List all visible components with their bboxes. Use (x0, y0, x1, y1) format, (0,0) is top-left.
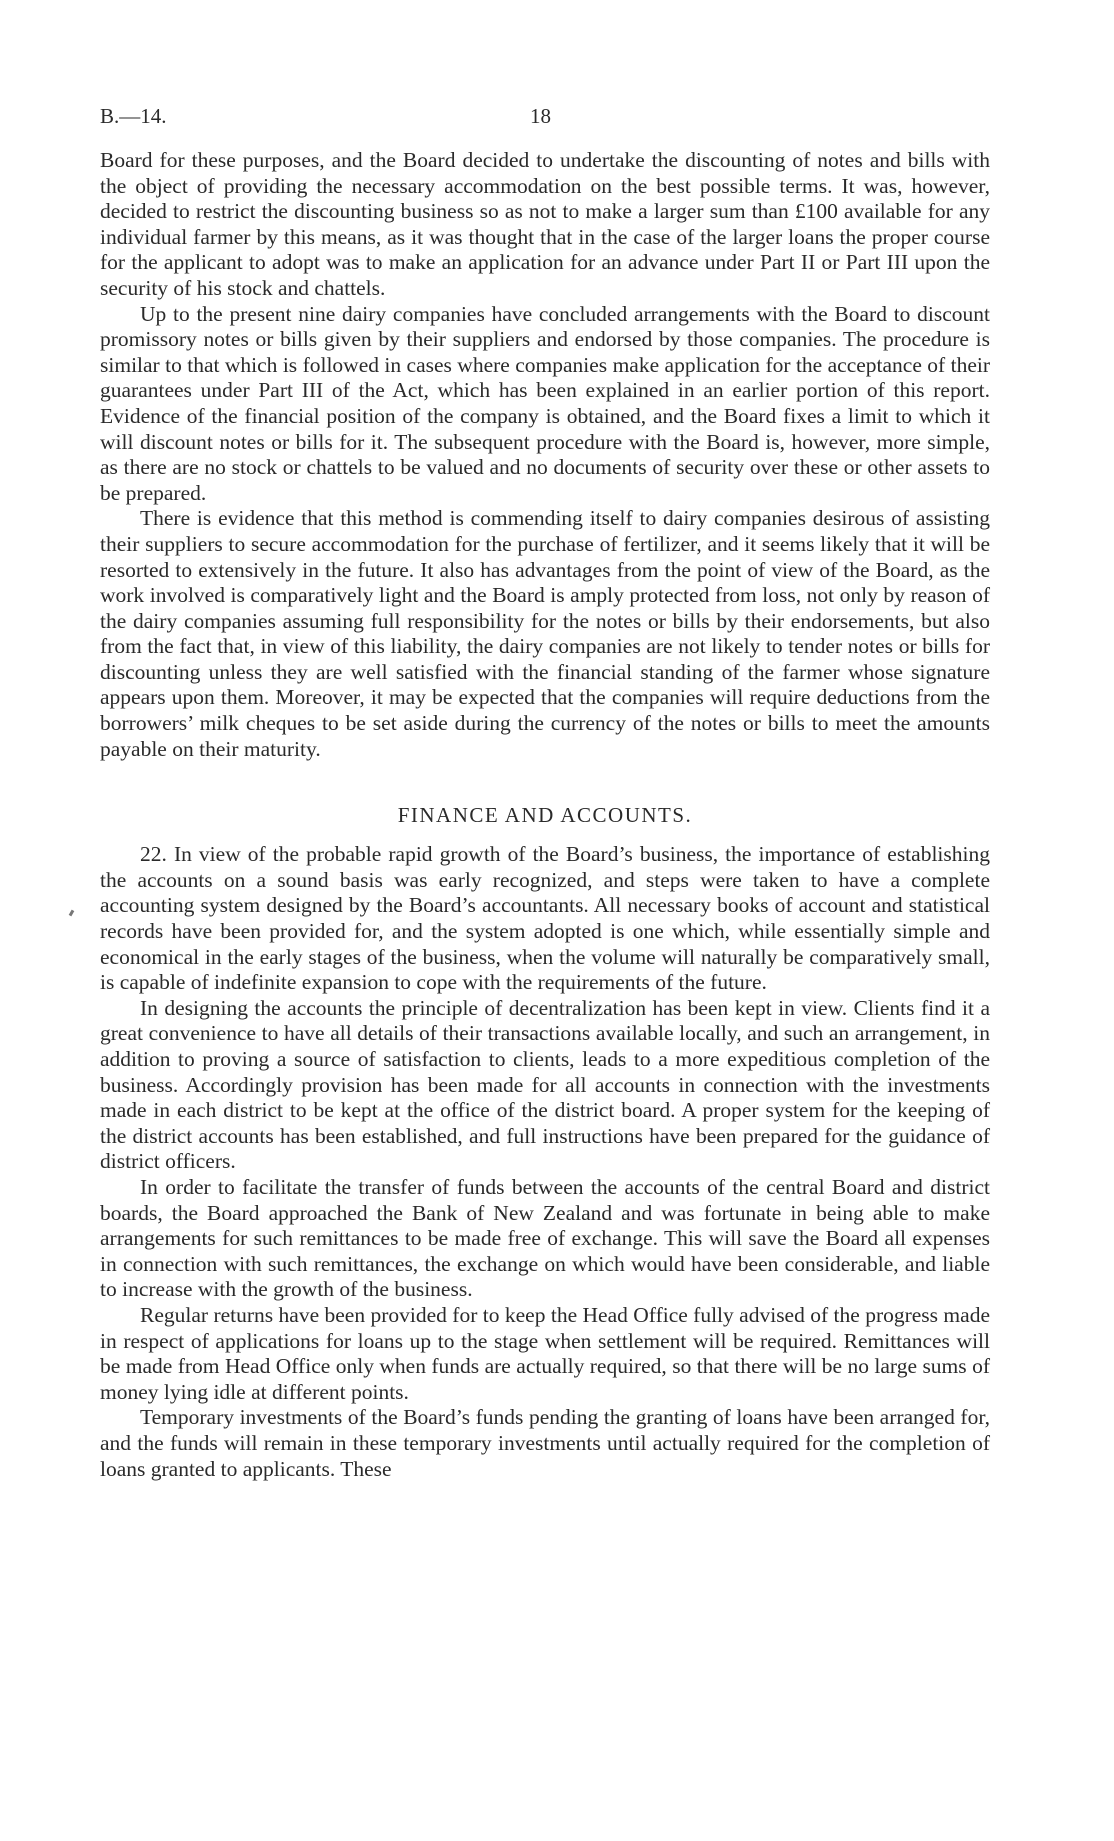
paragraph-temporary-investments: Temporary investments of the Board’s funds pending the granting of loans have been arranged for, and the funds will remain in these temporary investments until actually required for the completion of loans granted to applicants. These (100, 1405, 990, 1481)
section-heading: FINANCE AND ACCOUNTS. (397, 803, 693, 828)
paragraph-evidence: There is evidence that this method is commending itself to dairy companies desirous of assisting their suppliers to secure accommodation for the purchase of fertilizer, and it seems likely that it will be resorted to extensively in the future. It also has advantages from the point of view of the Board, as the work involved is comparatively light and the Board is amply protected from loss, not only by reason of the dairy companies assuming full responsibility for the notes or bills by their endorsements, but also from the fact that, in view of this liability, the dairy companies are not likely to tender notes or bills for discounting unless they are well satisfied with the financial standing of the farmer whose signature appears upon them. Moreover, it may be expected that the companies will require deductions from the borrowers’ milk cheques to be set aside during the currency of the notes or bills to meet the amounts payable on their maturity. (100, 506, 990, 761)
paragraph-regular-returns: Regular returns have been provided for to keep the Head Office fully advised of the progress made in respect of applications for loans up to the stage when settlement will be required. Remittances will be made from Head Office only when funds are actually required, so that there will be no large sums of money lying idle at different points. (100, 1302, 990, 1404)
running-header (100, 104, 990, 134)
stray-ink-mark (69, 910, 75, 917)
discounting-continuation (100, 148, 990, 762)
paragraph-decentralization: In designing the accounts the principle of decentralization has been kept in view. Clients find it a great convenience to have all details of their transactions available locally, and such an arrangement, in addition to proving a source of satisfaction to clients, leads to a more expeditious completion of the business. Accordingly provision has been made for all accounts in connection with the investments made in each district to be kept at the office of the district board. A proper system for the keeping of the district accounts has been established, and full instructions have been prepared for the guidance of district officers. (100, 995, 990, 1174)
document-reference: B.—14. (100, 104, 167, 128)
page-number: 18 (530, 104, 551, 128)
paragraph-transfer-of-funds: In order to facilitate the transfer of funds between the accounts of the central Board and district boards, the Board approached the Bank of New Zealand and was fortunate in being able to make arrangements for such remittances to be made free of exchange. This will save the Board all expenses in connection with such remittances, the exchange on which would have been considerable, and liable to increase with the growth of the business. (100, 1174, 990, 1302)
body-text (100, 148, 990, 1482)
paragraph-dairy-companies: Up to the present nine dairy companies have concluded arrangements with the Board to discount promissory notes or bills given by their suppliers and endorsed by those companies. The procedure is similar to that which is followed in cases where companies make application for the acceptance of their guarantees under Part III of the Act, which has been explained in an earlier portion of this report. Evidence of the financial position of the company is obtained, and the Board fixes a limit to which it will discount notes or bills for it. The subsequent procedure with the Board is, however, more simple, as there are no stock or chattels to be valued and no documents of security over these or other assets to be prepared. (100, 301, 990, 505)
finance-section (100, 762, 990, 1482)
paragraph-continuation: Board for these purposes, and the Board decided to undertake the discounting of notes and bills with the object of providing the necessary accommodation on the best possible terms. It was, however, decided to restrict the discounting business so as not to make a larger sum than £100 available for any individual farmer by this means, as it was thought that in the case of the larger loans the proper course for the applicant to adopt was to make an application for an advance under Part II or Part III upon the security of his stock and chattels. (100, 148, 990, 300)
paragraph-22: 22. In view of the probable rapid growth of the Board’s business, the importance of establishing the accounts on a sound basis was early recognized, and steps were taken to have a complete accounting system designed by the Board’s accountants. All necessary books of account and statistical records have been provided for, and the system adopted is one which, while essentially simple and economical in the early stages of the business, when the volume will naturally be comparatively small, is capable of indefinite expansion to cope with the requirements of the future. (100, 842, 990, 995)
